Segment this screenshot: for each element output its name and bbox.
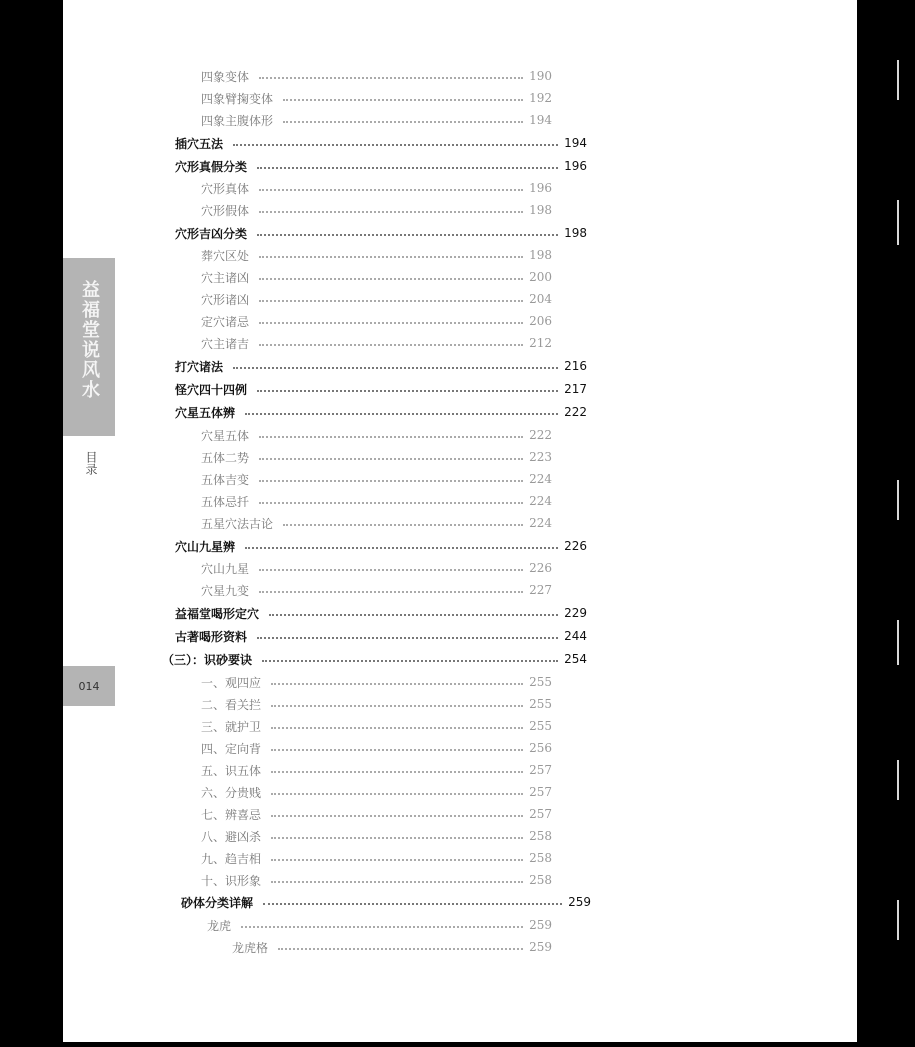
scan-mark [897, 200, 899, 245]
toc-entry-page: 217 [564, 382, 587, 396]
dot-leader [259, 300, 523, 302]
dot-leader [283, 99, 523, 101]
toc-entry-page: 258 [529, 829, 552, 843]
toc-entry[interactable] [201, 244, 552, 266]
toc-entry[interactable] [201, 199, 552, 221]
toc-entry[interactable] [201, 579, 552, 601]
toc-entry[interactable] [201, 468, 552, 490]
section-label: 目录 [84, 451, 98, 475]
toc-entry[interactable] [201, 288, 552, 310]
toc-entry-page: 259 [568, 895, 591, 909]
toc-entry[interactable] [201, 87, 552, 109]
dot-leader [259, 569, 523, 571]
toc-entry-title: 穴星九变 [201, 583, 250, 598]
toc-entry[interactable] [201, 715, 552, 737]
toc-entry[interactable] [201, 825, 552, 847]
toc-entry[interactable] [201, 869, 552, 891]
toc-entry-page: 194 [564, 136, 587, 150]
toc-entry-title: 十、识形象 [201, 873, 262, 888]
toc-entry-title: 四、定向背 [201, 741, 262, 756]
toc-entry-page: 224 [529, 472, 552, 486]
toc-entry-title: 龙虎格 [232, 940, 269, 955]
toc-entry-title: 穴星五体辨 [175, 405, 236, 420]
toc-entry[interactable] [201, 177, 552, 199]
toc-entry-page: 259 [529, 940, 552, 954]
toc-entry[interactable] [175, 222, 587, 244]
toc-entry-title: 穴主诸凶 [201, 270, 250, 285]
toc-entry-title: 穴形吉凶分类 [175, 226, 248, 241]
dot-leader [259, 278, 523, 280]
toc-entry-title: 古著喝形资料 [175, 629, 248, 644]
dot-leader [271, 815, 523, 817]
dot-leader [233, 367, 558, 369]
toc-entry-title: 一、观四应 [201, 675, 262, 690]
toc-entry-page: 198 [529, 203, 552, 217]
toc-entry[interactable] [175, 625, 587, 647]
toc-entry-title: 四象主腹体形 [201, 113, 274, 128]
toc-entry[interactable] [207, 914, 552, 936]
toc-entry-page: 257 [529, 807, 552, 821]
toc-entry-page: 224 [529, 516, 552, 530]
dot-leader [259, 458, 523, 460]
scan-mark [897, 760, 899, 800]
dot-leader [271, 749, 523, 751]
dot-leader [259, 480, 523, 482]
toc-entry-page: 192 [529, 91, 552, 105]
toc-entry-page: 257 [529, 785, 552, 799]
toc-entry[interactable] [201, 693, 552, 715]
toc-entry-title: 五、识五体 [201, 763, 262, 778]
toc-entry[interactable] [201, 803, 552, 825]
toc-entry-title: 穴形假体 [201, 203, 250, 218]
toc-entry[interactable] [201, 65, 552, 87]
toc-entry[interactable] [201, 490, 552, 512]
dot-leader [263, 903, 562, 905]
dot-leader [259, 502, 523, 504]
dot-leader [271, 727, 523, 729]
dot-leader [283, 524, 523, 526]
toc-entry-page: 227 [529, 583, 552, 597]
dot-leader [241, 926, 523, 928]
dot-leader [259, 211, 523, 213]
toc-entry-page: 206 [529, 314, 552, 328]
toc-entry-page: 256 [529, 741, 552, 755]
toc-entry-title: 穴山九星 [201, 561, 250, 576]
toc-entry[interactable] [201, 759, 552, 781]
toc-entry-title: 打穴诸法 [175, 359, 224, 374]
toc-entry-page: 257 [529, 763, 552, 777]
toc-entry[interactable] [175, 132, 587, 154]
toc-entry[interactable] [201, 781, 552, 803]
toc-entry-page: 204 [529, 292, 552, 306]
toc-entry-title: 三、就护卫 [201, 719, 262, 734]
toc-entry-title: 九、趋吉相 [201, 851, 262, 866]
dot-leader [259, 436, 523, 438]
scan-mark [897, 620, 899, 665]
toc-entry-title: 怪穴四十四例 [175, 382, 248, 397]
dot-leader [259, 77, 523, 79]
toc-entry-page: 255 [529, 675, 552, 689]
toc-entry-title: 穴山九星辨 [175, 539, 236, 554]
toc-entry-title: 二、看关拦 [201, 697, 262, 712]
book-title: 益福堂说风水 [79, 280, 100, 400]
toc-entry-title: 五星穴法古论 [201, 516, 274, 531]
dot-leader [271, 859, 523, 861]
toc-entry-page: 226 [529, 561, 552, 575]
dot-leader [271, 793, 523, 795]
scan-mark [897, 900, 899, 940]
toc-entry-title: 四象臂掬变体 [201, 91, 274, 106]
toc-entry[interactable] [201, 424, 552, 446]
dot-leader [259, 189, 523, 191]
toc-entry[interactable] [201, 557, 552, 579]
toc-entry-title: 五体忌扦 [201, 494, 250, 509]
toc-entry[interactable] [201, 737, 552, 759]
toc-entry-title: 八、避凶杀 [201, 829, 262, 844]
toc-entry[interactable] [201, 847, 552, 869]
toc-entry-page: 222 [529, 428, 552, 442]
dot-leader [245, 547, 558, 549]
scan-mark [897, 480, 899, 520]
toc-entry[interactable] [201, 512, 552, 534]
dot-leader [257, 637, 558, 639]
dot-leader [271, 881, 523, 883]
toc-entry-title: 葬穴区处 [201, 248, 250, 263]
toc-entry-page: 190 [529, 69, 552, 83]
toc-entry[interactable] [201, 109, 552, 131]
toc-entry-title: 穴星五体 [201, 428, 250, 443]
dot-leader [262, 660, 558, 662]
toc-entry[interactable] [201, 310, 552, 332]
toc-entry-page: 255 [529, 719, 552, 733]
toc-entry[interactable] [201, 266, 552, 288]
scan-mark [897, 60, 899, 100]
toc-entry-page: 255 [529, 697, 552, 711]
toc-entry-page: 226 [564, 539, 587, 553]
dot-leader [271, 771, 523, 773]
toc-entry-title: 穴形诸凶 [201, 292, 250, 307]
toc-entry-title: 定穴诸忌 [201, 314, 250, 329]
dot-leader [283, 121, 523, 123]
toc-entry[interactable] [201, 332, 552, 354]
toc-entry-page: 259 [529, 918, 552, 932]
toc-entry-title: 五体二势 [201, 450, 250, 465]
dot-leader [233, 144, 558, 146]
toc-entry-page: 212 [529, 336, 552, 350]
toc-entry-page: 194 [529, 113, 552, 127]
toc-entry-title: 五体吉变 [201, 472, 250, 487]
dot-leader [245, 413, 558, 415]
toc-entry-page: 200 [529, 270, 552, 284]
toc-entry-title: 穴形真假分类 [175, 159, 248, 174]
toc-entry-title: 七、辨喜忌 [201, 807, 262, 822]
toc-entry[interactable] [181, 891, 591, 913]
toc-entry[interactable] [175, 155, 587, 177]
toc-entry-page: 196 [564, 159, 587, 173]
dot-leader [259, 591, 523, 593]
dot-leader [259, 322, 523, 324]
toc-entry[interactable] [175, 355, 587, 377]
toc-entry-title: （三）：识砂要诀 [162, 652, 253, 667]
toc-entry[interactable] [201, 446, 552, 468]
dot-leader [271, 683, 523, 685]
toc-entry-title: 龙虎 [207, 918, 232, 933]
toc-entry-title: 砂体分类详解 [181, 895, 254, 910]
dot-leader [278, 948, 523, 950]
toc-entry[interactable] [175, 602, 587, 624]
toc-entry-title: 穴形真体 [201, 181, 250, 196]
toc-entry-page: 216 [564, 359, 587, 373]
toc-entry-title: 六、分贵贱 [201, 785, 262, 800]
dot-leader [257, 234, 558, 236]
toc-entry-page: 254 [564, 652, 587, 666]
page-number-tab [63, 666, 115, 706]
toc-entry-title: 四象变体 [201, 69, 250, 84]
dot-leader [271, 705, 523, 707]
toc-entry-page: 198 [529, 248, 552, 262]
toc-entry-page: 196 [529, 181, 552, 195]
toc-entry-title: 插穴五法 [175, 136, 224, 151]
dot-leader [257, 167, 558, 169]
toc-entry-page: 258 [529, 873, 552, 887]
toc-entry[interactable] [162, 648, 587, 670]
dot-leader [257, 390, 558, 392]
dot-leader [271, 837, 523, 839]
toc-entry-page: 229 [564, 606, 587, 620]
toc-entry[interactable] [175, 378, 587, 400]
toc-entry-page: 244 [564, 629, 587, 643]
toc-entry-page: 198 [564, 226, 587, 240]
dot-leader [259, 256, 523, 258]
dot-leader [259, 344, 523, 346]
toc-entry-page: 223 [529, 450, 552, 464]
book-title-tab [63, 258, 115, 436]
toc-entry-page: 224 [529, 494, 552, 508]
page-number: 014 [78, 680, 100, 693]
toc-entry[interactable] [201, 671, 552, 693]
toc-entry-page: 222 [564, 405, 587, 419]
toc-entry-title: 益福堂喝形定穴 [175, 606, 260, 621]
toc-entry-page: 258 [529, 851, 552, 865]
section-tab [63, 437, 115, 665]
dot-leader [269, 614, 558, 616]
toc-entry[interactable] [232, 936, 552, 958]
toc-entry[interactable] [175, 401, 587, 423]
toc-entry[interactable] [175, 535, 587, 557]
toc-entry-title: 穴主诸吉 [201, 336, 250, 351]
